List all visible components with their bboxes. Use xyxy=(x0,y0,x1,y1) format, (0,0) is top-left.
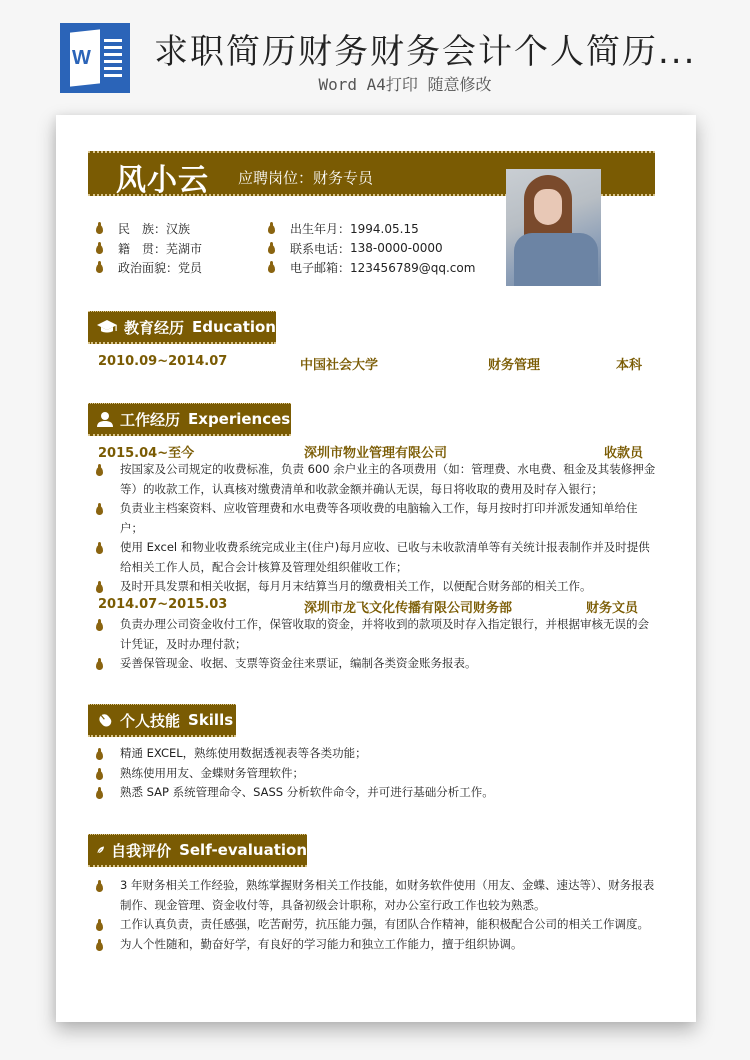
edu-school: 中国社会大学 xyxy=(300,358,379,373)
label: 联系电话： xyxy=(290,241,351,256)
duty-text: 负责办理公司资金收付工作，保管收取的资金，并将收到的款项及时存入指定银行，并根据审核无误的会计凭证，及时办理付款； xyxy=(120,617,649,651)
label: 出生年月： xyxy=(290,222,351,237)
list-item xyxy=(96,499,656,538)
section-title-en: Experiences xyxy=(188,410,291,428)
job-company: 深圳市龙飞文化传播有限公司财务部 xyxy=(304,601,513,616)
word-icon: W xyxy=(60,23,130,93)
candidate-name: 风小云 xyxy=(116,163,209,198)
job-entry-header xyxy=(98,597,654,615)
edu-period: 2010.09~2014.07 xyxy=(98,354,228,369)
skill-text: 熟悉 SAP 系统管理命令、SASS 分析软件命令，并可进行基础分析工作。 xyxy=(120,785,494,799)
graduation-cap-icon xyxy=(96,319,118,335)
info-email xyxy=(268,258,475,278)
section-skills-header xyxy=(88,704,236,737)
list-item xyxy=(96,577,656,597)
bullet-icon xyxy=(268,225,275,234)
bullet-icon xyxy=(96,771,103,780)
section-title-cn: 自我评价 xyxy=(111,841,172,860)
section-experience-header xyxy=(88,403,291,436)
personal-info-left xyxy=(96,219,202,278)
label: 电子邮箱： xyxy=(290,261,351,276)
personal-info-right xyxy=(268,219,475,278)
bullet-icon xyxy=(96,545,103,554)
person-icon xyxy=(96,411,114,427)
job-duties xyxy=(96,615,656,674)
list-item xyxy=(96,764,656,784)
banner xyxy=(0,0,750,100)
duty-text: 按国家及公司规定的收费标准，负责 600 余户业主的各项费用（如：管理费、水电费、租金及其装修押金等）的收款工作，认真核对缴费清单和收款金额并确认无误，每日将收取的费用及时存入银行； xyxy=(120,462,656,496)
bullet-icon xyxy=(268,245,275,254)
bullet-icon xyxy=(96,225,103,234)
list-item xyxy=(96,460,656,499)
job-period: 2015.04~至今 xyxy=(98,446,195,461)
self-eval-list xyxy=(96,876,656,954)
section-self-eval-header xyxy=(88,834,307,867)
bullet-icon xyxy=(96,942,103,951)
section-education-header xyxy=(88,311,276,344)
leaf-icon xyxy=(96,841,105,859)
section-title-en: Education xyxy=(192,318,276,336)
list-item xyxy=(96,654,656,674)
bullet-icon xyxy=(96,467,103,476)
edu-major: 财务管理 xyxy=(488,358,541,373)
eval-text: 为人个性随和，勤奋好学，有良好的学习能力和独立工作能力，擅于组织协调。 xyxy=(120,936,523,951)
duty-text: 负责业主档案资料、应收管理费和水电费等各项收费的电脑输入工作，每月按时打印并派发通知单给住户； xyxy=(120,501,638,535)
job-company: 深圳市物业管理有限公司 xyxy=(304,446,448,461)
list-item xyxy=(96,615,656,654)
section-title-cn: 工作经历 xyxy=(120,410,181,429)
section-title-en: Skills xyxy=(188,711,234,729)
portrait-photo xyxy=(506,169,601,286)
bullet-icon xyxy=(96,790,103,799)
info-phone xyxy=(268,239,475,259)
list-item xyxy=(96,935,656,955)
info-political xyxy=(96,258,202,278)
label: 籍 xyxy=(118,241,131,256)
mouse-icon xyxy=(96,712,114,728)
duty-text: 及时开具发票和相关收据，每月月末结算当月的缴费相关工作，以便配合财务部的相关工作。 xyxy=(120,579,592,593)
job-duties xyxy=(96,460,656,597)
bullet-icon xyxy=(96,661,103,670)
edu-degree: 本科 xyxy=(616,358,643,373)
bullet-icon xyxy=(96,506,103,515)
value: 汉族 xyxy=(166,222,191,237)
bullet-icon xyxy=(96,922,103,931)
job-applied: 应聘岗位：财务专员 xyxy=(238,169,374,187)
list-item xyxy=(96,783,656,803)
bullet-icon xyxy=(96,584,103,593)
job-entry-header xyxy=(98,442,654,460)
value: 党员 xyxy=(178,261,203,276)
skill-text: 精通 EXCEL，熟练使用数据透视表等各类功能； xyxy=(120,746,367,760)
list-item xyxy=(96,876,656,915)
list-item xyxy=(96,538,656,577)
value: 1994.05.15 xyxy=(350,221,419,236)
banner-subtitle: Word A4打印 随意修改 xyxy=(318,75,492,94)
value: 芜湖市 xyxy=(166,241,203,256)
banner-title: 求职简历财务财务会计个人简历... xyxy=(154,32,697,72)
label: 族： xyxy=(141,222,166,237)
bullet-icon xyxy=(96,622,103,631)
section-title-cn: 个人技能 xyxy=(120,711,181,730)
label: 民 xyxy=(118,222,131,237)
bullet-icon xyxy=(96,264,103,273)
list-item xyxy=(96,744,656,764)
list-item xyxy=(96,915,656,935)
bullet-icon xyxy=(96,883,103,892)
label: 政治面貌： xyxy=(118,261,179,276)
eval-text: 3 年财务相关工作经验，熟练掌握财务相关工作技能，如财务软件使用（用友、金蝶、速达等）、财务报表制作、现金管理、资金收付等，具备初级会计职称，对办公室行政工作也较为熟悉。 xyxy=(120,878,655,912)
bullet-icon xyxy=(96,245,103,254)
education-entry xyxy=(98,354,654,372)
label: 贯： xyxy=(141,241,166,256)
info-hometown xyxy=(96,239,202,259)
skill-text: 熟练使用用友、金蝶财务管理软件； xyxy=(120,765,304,780)
eval-text: 工作认真负责，责任感强，吃苦耐劳，抗压能力强，有团队合作精神，能积极配合公司的相关工作调度。 xyxy=(120,917,649,931)
section-title-cn: 教育经历 xyxy=(124,318,185,337)
job-role: 财务文员 xyxy=(586,601,639,616)
bullet-icon xyxy=(96,751,103,760)
duty-text: 妥善保管现金、收据、支票等资金往来票证，编制各类资金账务报表。 xyxy=(120,656,477,670)
duty-text: 使用 Excel 和物业收费系统完成业主(住户)每月应收、已收与未收款清单等有关统计报表制作并及时提供给相关工作人员，配合会计核算及管理处组织催收工作； xyxy=(120,540,650,574)
value: 123456789@qq.com xyxy=(350,260,476,275)
resume-page xyxy=(56,115,696,1022)
skills-list xyxy=(96,744,656,803)
info-birth xyxy=(268,219,475,239)
value: 138-0000-0000 xyxy=(350,241,443,256)
job-role: 收款员 xyxy=(604,446,644,461)
section-title-en: Self-evaluation xyxy=(179,841,307,859)
info-ethnicity xyxy=(96,219,202,239)
bullet-icon xyxy=(268,264,275,273)
job-period: 2014.07~2015.03 xyxy=(98,597,228,612)
